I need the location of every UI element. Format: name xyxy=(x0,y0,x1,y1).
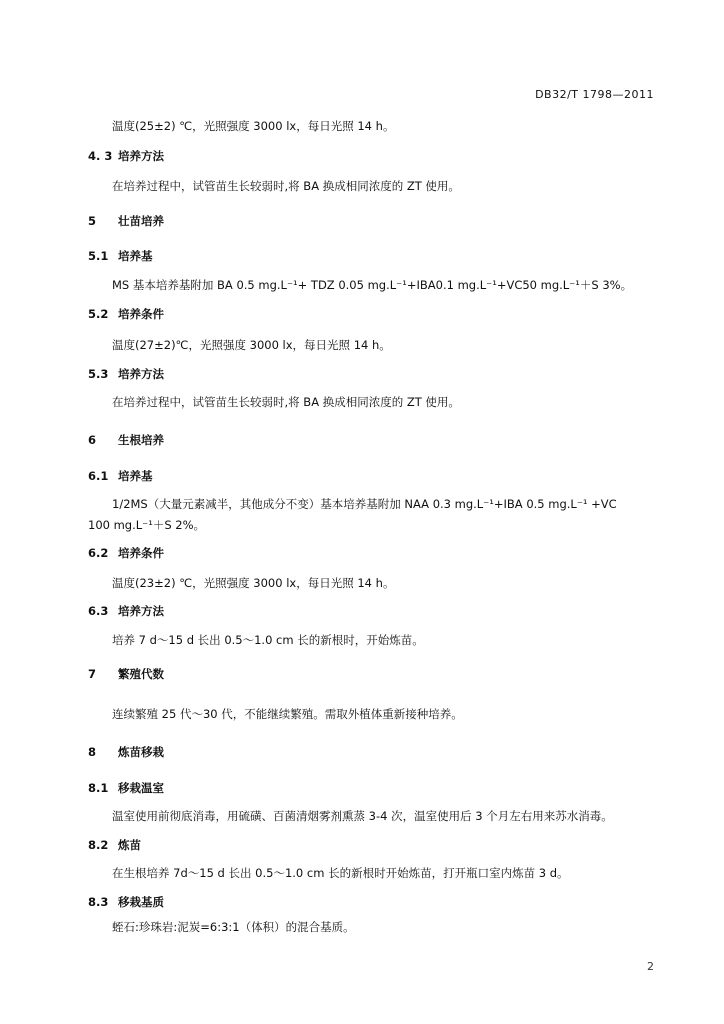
paragraph-line: 蛭石:珍珠岩:泥炭=6:3:1（体积）的混合基质。 xyxy=(112,920,355,934)
page-number: 2 xyxy=(647,960,654,973)
section-number: 6 xyxy=(88,433,97,447)
section-heading xyxy=(88,666,164,682)
section-heading xyxy=(88,744,164,760)
doc-code: DB32/T 1798—2011 xyxy=(535,88,654,101)
paragraph-line: MS 基本培养基附加 BA 0.5 mg.L⁻¹+ TDZ 0.05 mg.L⁻¹+IBA0.1 mg.L⁻¹+VC50 mg.L⁻¹＋S 3%。 xyxy=(112,278,633,292)
section-heading xyxy=(88,837,141,853)
section-number: 6.2 xyxy=(88,546,109,560)
section-heading xyxy=(88,432,164,448)
section-number: 7 xyxy=(88,667,97,681)
section-title: 培养方法 xyxy=(118,604,164,618)
paragraph-line: 温度(27±2)℃，光照强度 3000 lx，每日光照 14 h。 xyxy=(112,338,391,352)
section-heading xyxy=(88,468,153,484)
section-title: 繁殖代数 xyxy=(118,667,164,681)
section-title: 培养方法 xyxy=(118,367,164,381)
section-number: 5 xyxy=(88,214,97,228)
section-title: 培养条件 xyxy=(118,307,164,321)
section-number: 8.3 xyxy=(88,895,109,909)
section-title: 培养方法 xyxy=(118,149,164,163)
section-title: 生根培养 xyxy=(118,433,164,447)
section-number: 5.3 xyxy=(88,367,109,381)
section-title: 培养条件 xyxy=(118,546,164,560)
paragraph-line: 在培养过程中，试管苗生长较弱时,将 BA 换成相同浓度的 ZT 使用。 xyxy=(112,179,460,193)
section-title: 炼苗移栽 xyxy=(118,745,164,759)
section-heading xyxy=(88,894,164,910)
section-heading xyxy=(88,148,164,164)
section-heading xyxy=(88,248,153,264)
section-title: 炼苗 xyxy=(118,838,141,852)
section-heading xyxy=(88,366,164,382)
paragraph-line: 1/2MS（大量元素减半，其他成分不变）基本培养基附加 NAA 0.3 mg.L⁻¹+IBA 0.5 mg.L⁻¹ +VC xyxy=(112,497,617,511)
section-title: 培养基 xyxy=(118,469,153,483)
section-number: 8.1 xyxy=(88,781,109,795)
section-number: 8 xyxy=(88,745,97,759)
paragraph-line: 连续繁殖 25 代～30 代，不能继续繁殖。需取外植体重新接种培养。 xyxy=(112,707,463,721)
section-heading xyxy=(88,545,164,561)
section-number: 8.2 xyxy=(88,838,109,852)
section-title: 壮苗培养 xyxy=(118,214,164,228)
paragraph-line: 在培养过程中，试管苗生长较弱时,将 BA 换成相同浓度的 ZT 使用。 xyxy=(112,395,460,409)
section-heading xyxy=(88,213,164,229)
section-title: 移栽温室 xyxy=(118,781,164,795)
section-heading xyxy=(88,306,164,322)
section-title: 移栽基质 xyxy=(118,895,164,909)
section-heading xyxy=(88,780,164,796)
section-number: 6.1 xyxy=(88,469,109,483)
paragraph-line: 培养 7 d～15 d 长出 0.5～1.0 cm 长的新根时，开始炼苗。 xyxy=(112,633,424,647)
paragraph-line: 温室使用前彻底消毒，用硫磺、百菌清烟雾剂熏蒸 3-4 次，温室使用后 3 个月左右用来苏水消毒。 xyxy=(112,809,613,823)
section-number: 6.3 xyxy=(88,604,109,618)
paragraph-line: 100 mg.L⁻¹＋S 2%。 xyxy=(88,518,206,532)
section-number: 4. 3 xyxy=(88,149,113,163)
paragraph-line: 在生根培养 7d～15 d 长出 0.5～1.0 cm 长的新根时开始炼苗，打开瓶口室内炼苗 3 d。 xyxy=(112,866,569,880)
section-number: 5.1 xyxy=(88,249,109,263)
paragraph-line: 温度(25±2) ℃，光照强度 3000 lx，每日光照 14 h。 xyxy=(112,119,395,133)
section-title: 培养基 xyxy=(118,249,153,263)
paragraph-line: 温度(23±2) ℃，光照强度 3000 lx，每日光照 14 h。 xyxy=(112,576,395,590)
section-number: 5.2 xyxy=(88,307,109,321)
section-heading xyxy=(88,603,164,619)
